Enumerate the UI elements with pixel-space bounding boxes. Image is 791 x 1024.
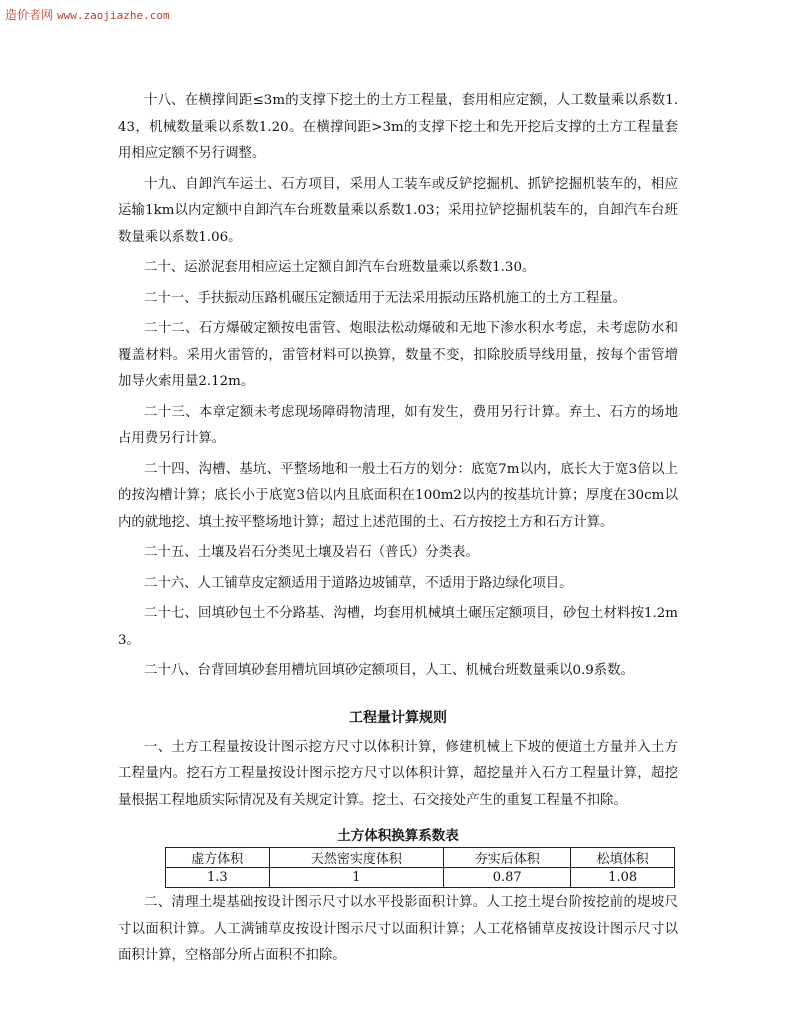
section-title: 工程量计算规则 xyxy=(349,709,447,726)
paragraph-20: 二十、运淤泥套用相应运土定额自卸汽车台班数量乘以系数1.30。 xyxy=(144,260,536,275)
table-cell: 1.08 xyxy=(571,868,675,888)
table-title: 土方体积换算系数表 xyxy=(337,828,459,844)
paragraph-25: 二十五、土壤及岩石分类见土壤及岩石（普氏）分类表。 xyxy=(144,545,479,560)
conversion-table xyxy=(165,847,675,888)
paragraph-23: 二十三、本章定额未考虑现场障碍物清理，如有发生，费用另行计算。弃土、石方的场地占用费另行计算。 xyxy=(118,404,678,446)
table-header-cell: 夯实后体积 xyxy=(444,848,571,868)
paragraph-21: 二十一、手扶振动压路机碾压定额适用于无法采用振动压路机施工的土方工程量。 xyxy=(144,290,627,306)
paragraph-24: 二十四、沟槽、基坑、平整场地和一般土石方的划分：底宽7m以内，底长大于宽3倍以上的按沟槽计算；底长小于底宽3倍以内且底面积在100m2以内的按基坑计算；厚度在30cm以内的就地挖、填土按平整场地计算；超过上述范围的土、石方按挖土方和石方计算。 xyxy=(118,461,678,530)
table-header-cell: 松填体积 xyxy=(571,848,675,868)
watermark-name: 造价者网 xyxy=(5,8,54,22)
table-header-cell: 虚方体积 xyxy=(166,848,270,868)
paragraph-28: 二十八、台背回填砂套用槽坑回填砂定额项目，人工、机械台班数量乘以0.9系数。 xyxy=(144,663,634,678)
paragraph-18: 十八、在横撑间距≤3m的支撑下挖土的土方工程量，套用相应定额，人工数量乘以系数1.43，机械数量乘以系数1.20。在横撑间距>3m的支撑下挖土和先开挖后支撑的土方工程量套用相应定额不另行调整。 xyxy=(118,93,678,161)
document-body xyxy=(118,88,678,970)
table-cell: 0.87 xyxy=(444,868,571,888)
table-header-cell: 天然密实度体积 xyxy=(269,848,444,868)
rule-1: 一、土方工程量按设计图示挖方尺寸以体积计算，修建机械上下坡的便道土方量并入土方工程量内。挖石方工程量按设计图示挖方尺寸以体积计算，超挖量并入石方工程量计算，超挖量根据工程地质实际情况及有关规定计算。挖土、石交接处产生的重复工程量不扣除。 xyxy=(118,739,678,808)
paragraph-27: 二十七、回填砂包土不分路基、沟槽，均套用机械填土碾压定额项目，砂包土材料按1.2m3。 xyxy=(118,606,678,648)
paragraph-19: 十九、自卸汽车运土、石方项目，采用人工装车或反铲挖掘机、抓铲挖掘机装车的，相应运输1km以内定额中自卸汽车台班数量乘以系数1.03；采用拉铲挖掘机装车的，自卸汽车台班数量乘以系数1.06。 xyxy=(118,176,678,245)
watermark-url[interactable]: www.zaojiazhe.com xyxy=(57,9,170,22)
table-header-row xyxy=(166,848,675,868)
paragraph-26: 二十六、人工铺草皮定额适用于道路边坡铺草，不适用于路边绿化项目。 xyxy=(144,575,573,591)
paragraph-22: 二十二、石方爆破定额按电雷管、炮眼法松动爆破和无地下渗水积水考虑，未考虑防水和覆盖材料。采用火雷管的，雷管材料可以换算，数量不变，扣除胶质导线用量，按每个雷管增加导火索用量2.12m。 xyxy=(118,321,678,389)
watermark[interactable] xyxy=(5,6,170,23)
table-row xyxy=(166,868,675,888)
rule-2: 二、清理土堤基础按设计图示尺寸以水平投影面积计算。人工挖土堤台阶按挖前的堤坡尺寸以面积计算。人工满铺草皮按设计图示尺寸以面积计算；人工花格铺草皮按设计图示尺寸以面积计算，空格部分所占面积不扣除。 xyxy=(118,895,678,963)
table-cell: 1.3 xyxy=(166,868,270,888)
table-cell: 1 xyxy=(269,868,444,888)
